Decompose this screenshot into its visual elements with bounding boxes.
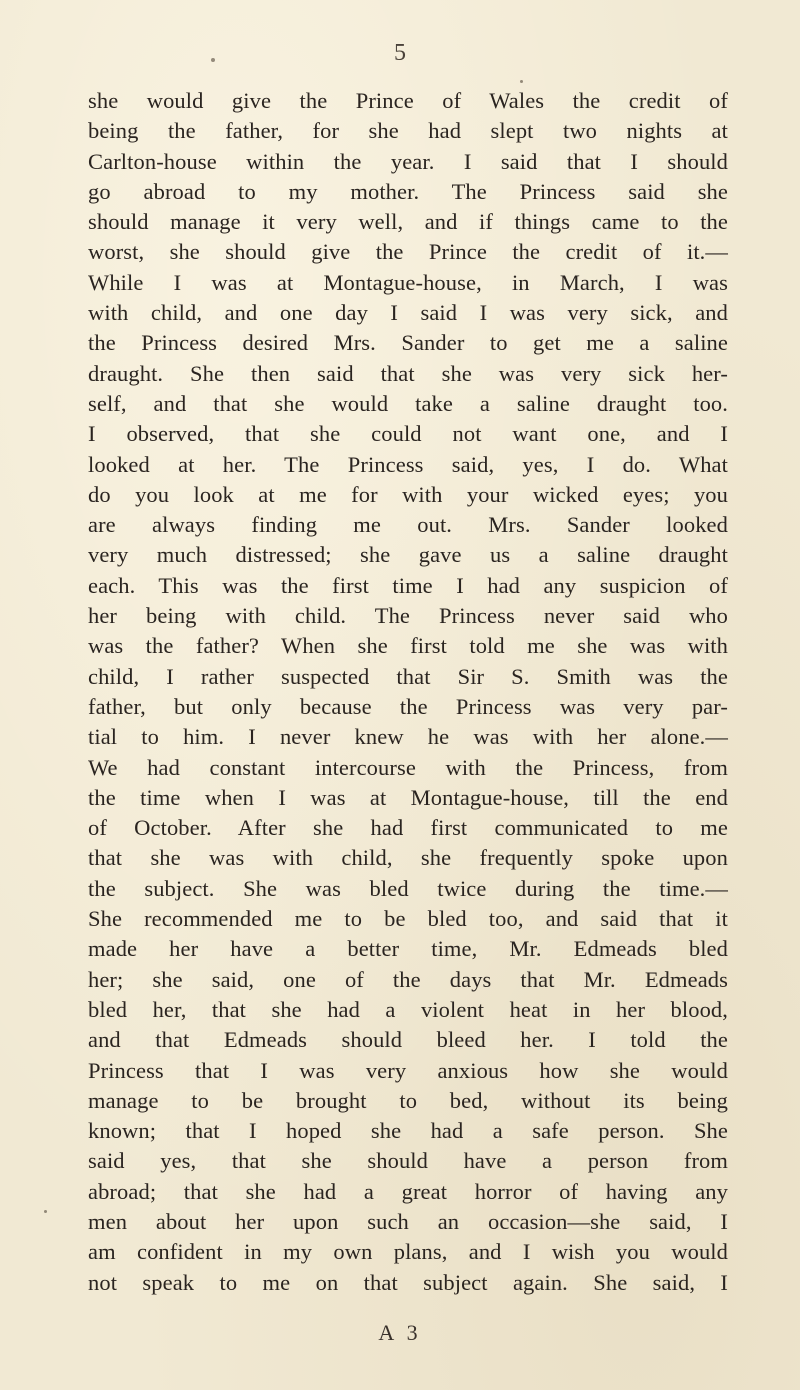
text-line: being the father, for she had slept two nights at: [88, 118, 728, 144]
text-line: the subject. She was bled twice during the time.—: [88, 875, 728, 901]
text-line: She recommended me to be bled too, and said that it: [88, 906, 728, 932]
text-line: her being with child. The Princess never said who: [88, 603, 728, 629]
text-line: While I was at Montague-house, in March, I was: [88, 269, 728, 295]
text-line: made her have a better time, Mr. Edmeads bled: [88, 936, 728, 962]
text-line: with child, and one day I said I was very sick, and: [88, 300, 728, 326]
text-line: men about her upon such an occasion—she said, I: [88, 1208, 728, 1234]
text-line: looked at her. The Princess said, yes, I do. What: [88, 451, 728, 477]
text-line: do you look at me for with your wicked eyes; you: [88, 481, 728, 507]
text-line: We had constant intercourse with the Princess, from: [88, 754, 728, 780]
text-line: she would give the Prince of Wales the credit of: [88, 88, 728, 113]
text-line: child, I rather suspected that Sir S. Smith was the: [88, 663, 728, 689]
text-line: self, and that she would take a saline draught too.: [88, 390, 728, 416]
text-line: draught. She then said that she was very sick her-: [88, 360, 728, 386]
ink-speck: [44, 1210, 47, 1213]
text-line: very much distressed; she gave us a saline draught: [88, 542, 728, 568]
text-line: her; she said, one of the days that Mr. Edmeads: [88, 966, 728, 992]
text-line: are always finding me out. Mrs. Sander looked: [88, 512, 728, 538]
text-line: the time when I was at Montague-house, till the end: [88, 784, 728, 810]
ink-speck: [520, 80, 523, 83]
text-line: abroad; that she had a great horror of having any: [88, 1178, 728, 1204]
text-line: I observed, that she could not want one, and I: [88, 421, 728, 447]
ink-speck: [211, 58, 215, 62]
text-line: manage to be brought to bed, without its being: [88, 1087, 728, 1113]
text-line: the Princess desired Mrs. Sander to get me a saline: [88, 330, 728, 356]
text-line: go abroad to my mother. The Princess said she: [88, 178, 728, 204]
text-line: am confident in my own plans, and I wish you would: [88, 1239, 728, 1265]
text-line: Carlton-house within the year. I said that I should: [88, 148, 728, 174]
text-line: worst, she should give the Prince the credit of it.—: [88, 239, 728, 265]
page-number: 5: [394, 40, 406, 66]
text-line: known; that I hoped she had a safe person. She: [88, 1118, 728, 1144]
text-line: Princess that I was very anxious how she would: [88, 1057, 728, 1083]
text-line: each. This was the first time I had any suspicion of: [88, 572, 728, 598]
text-line: and that Edmeads should bleed her. I told the: [88, 1027, 728, 1053]
signature-mark: A 3: [378, 1320, 422, 1345]
text-line: bled her, that she had a violent heat in her blood,: [88, 996, 728, 1022]
text-line: should manage it very well, and if things came to the: [88, 209, 728, 235]
body-text: [88, 86, 728, 1298]
text-line: tial to him. I never knew he was with her alone.—: [88, 724, 728, 750]
text-line: said yes, that she should have a person from: [88, 1148, 728, 1174]
text-line: of October. After she had first communicated to me: [88, 815, 728, 841]
text-line: father, but only because the Princess was very par-: [88, 693, 728, 719]
text-line: was the father? When she first told me she was with: [88, 633, 728, 659]
text-line: not speak to me on that subject again. She said, I: [88, 1269, 728, 1295]
text-line: that she was with child, she frequently spoke upon: [88, 845, 728, 871]
